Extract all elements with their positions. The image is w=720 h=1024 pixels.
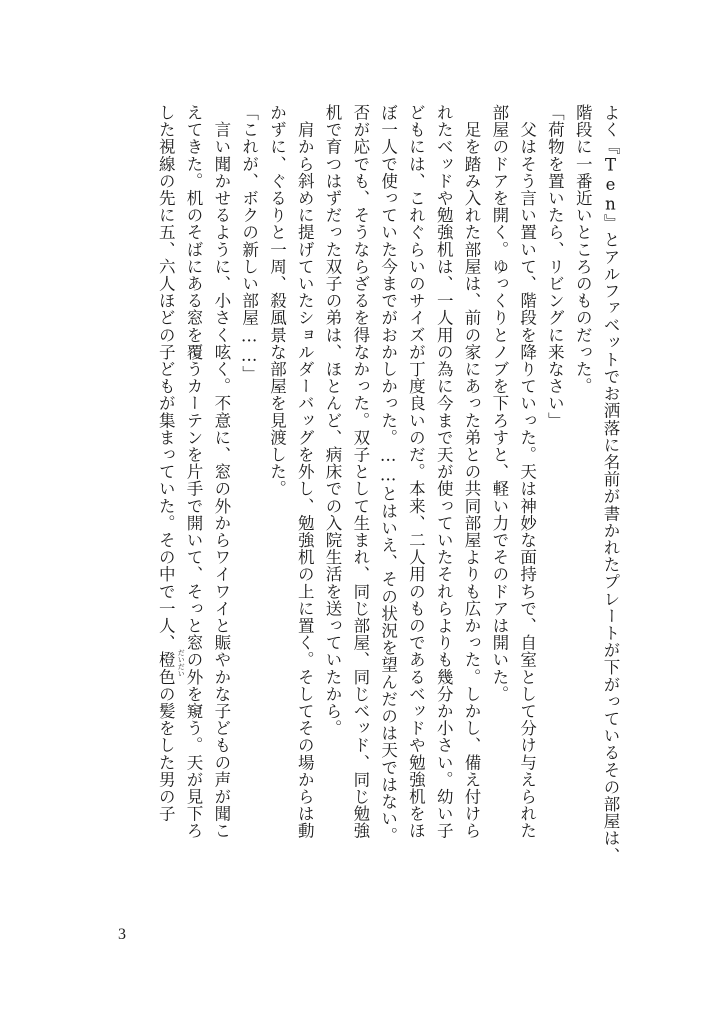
vertical-text-body [84,104,624,904]
text-line: 否が応でも、そうならざるを得なかった。双子として生まれ、同じ部屋、同じベッド、同じ勉強 [350,104,370,840]
text-line: えてきた。机のそばにある窓を覆うカーテンを片手で開いて、そっと窓の外を窺う。天が見下ろ [184,104,204,840]
text-line: かずに、ぐるりと一周、殺風景な部屋を見渡した。 [267,104,287,498]
text-line: ぼ一人で使っていた今までがおかしかった。……とはいえ、その状況を望んだのは天ではない。 [378,104,398,845]
text-line-last [151,104,186,904]
text-line: 机で育つはずだった双子の弟は、ほとんど、病床での入院生活を送っていたから。 [323,104,343,737]
text-line: 肩から斜めに提げていたショルダーバッグを外し、勉強机の上に置く。そしてその場からは動 [295,104,315,840]
text-line: どもには、これぐらいのサイズが丁度良いのだ。本来、二人用のものであるベッドや勉強机をほ [406,104,426,840]
ruby-group [156,649,186,678]
last-line-after: 色の髪をした男の子 [156,668,176,823]
text-line: 部屋のドアを開く。ゆっくりとノブを下ろすと、軽い力でそのドアは開いた。 [489,104,509,703]
text-line: 「荷物を置いたら、リビングに来なさい」 [545,104,565,429]
text-line: 足を踏み入れた部屋は、前の家にあった弟との共同部屋よりも広かった。しかし、備え付けら [462,104,482,840]
ruby-base: 橙 [156,651,176,669]
text-line: 父はそう言い置いて、階段を降りていった。天は神妙な面持ちで、自室として分け与えられた [517,104,537,840]
text-line: よく『Ten』とアルファベットでお洒落に名前が書かれたプレートが下がっているその部屋は、 [601,104,620,864]
page-number: 3 [118,926,126,943]
text-line: 言い聞かせるように、小さく呟く。不意に、窓の外からワイワイと賑やかな子どもの声が聞こ [211,104,231,840]
text-line: 階段に一番近いところのものだった。 [573,104,593,395]
text-line: れたベッドや勉強机は、一人用の為に今まで天が使っていたそれらよりも幾分か小さい。幼い子 [434,104,454,840]
last-line-before: した視線の先に五、六人ほどの子どもが集まっていた。その中で一人、 [156,104,176,652]
ruby-annotation: だいだい [177,649,186,678]
text-line: 「これが、ボクの新しい部屋……」 [239,104,259,383]
